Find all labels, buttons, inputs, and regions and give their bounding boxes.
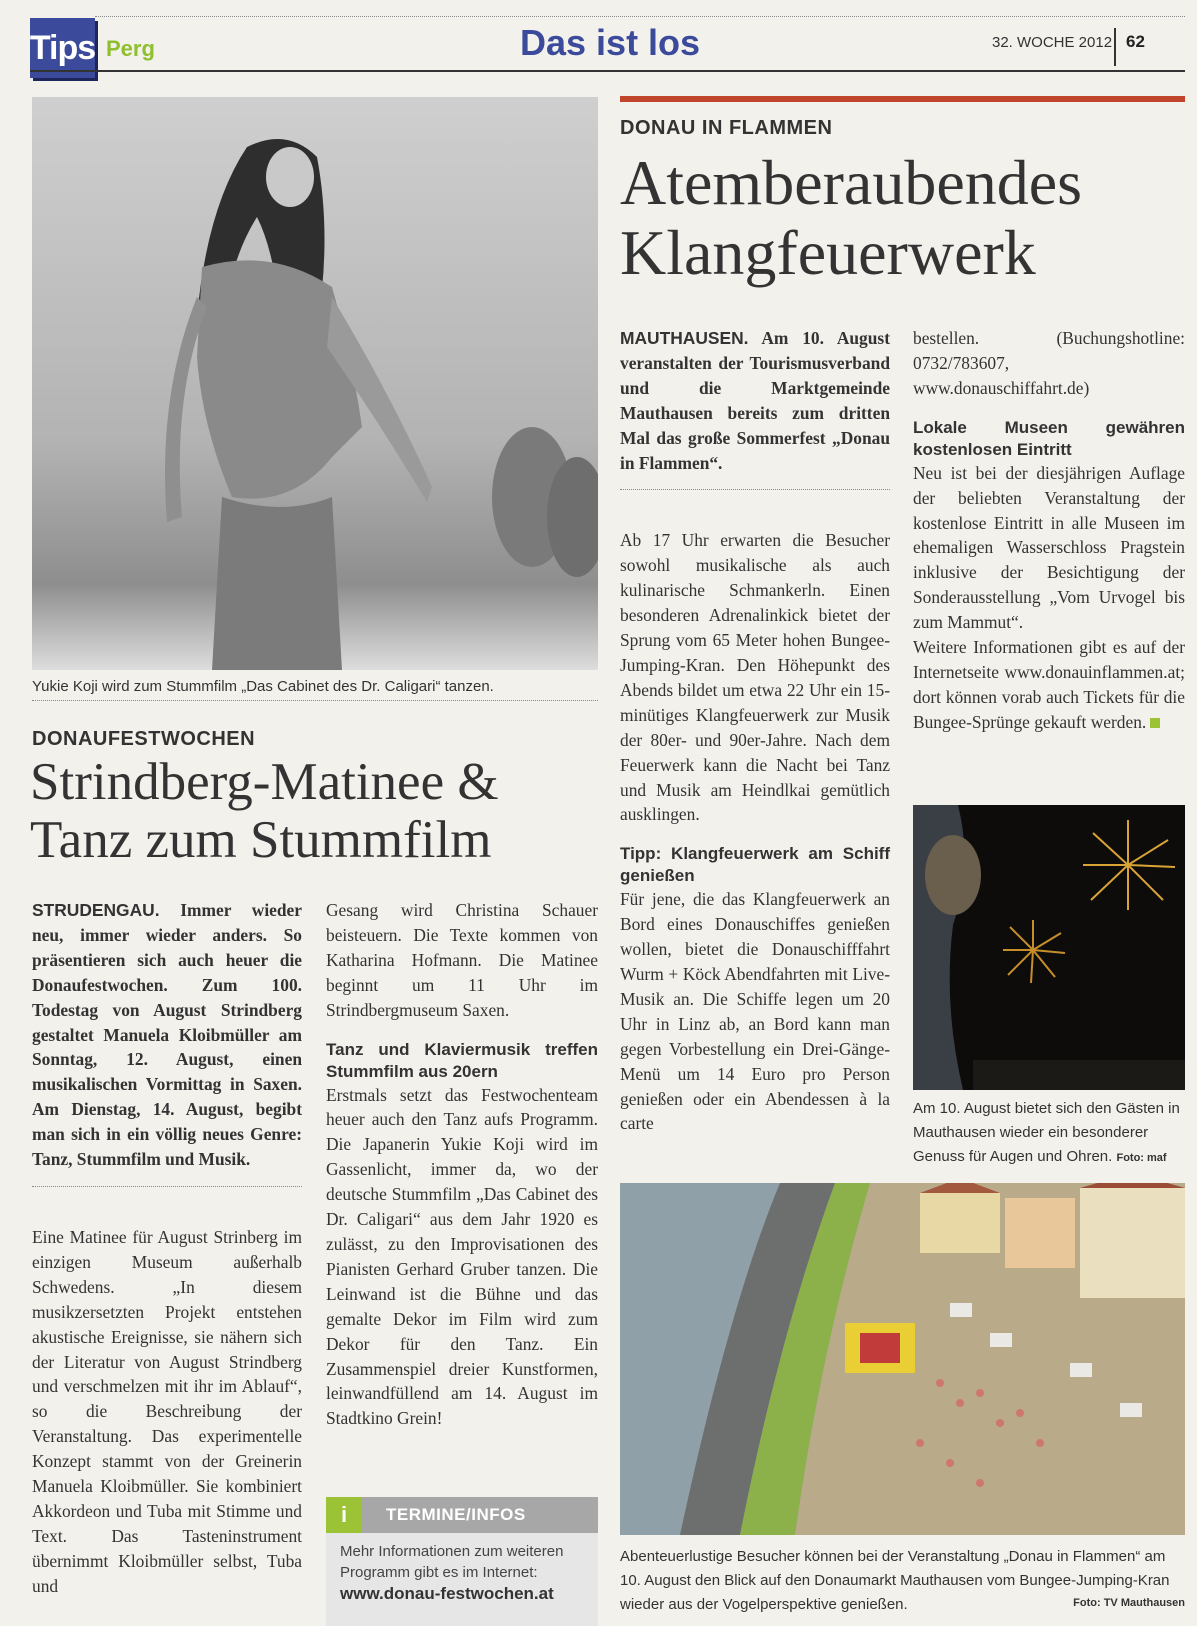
left-lead-text: Immer wieder neu, immer wieder anders. So präsentieren sich auch heuer die Donaufestwochen. Zum 100. Todestag von August Strindberg gestaltet Manuela Kloibmüller am Sonntag, 12. August, einen musikalischen Vormittag in Saxen. Am Dienstag, 14. August, begibt man sich in ein völlig neues Genre: Tanz, Stummfilm und Musik. <box>32 900 302 1170</box>
right-article-column-2 <box>913 326 1185 735</box>
right-article-kicker: DONAU IN FLAMMEN <box>620 117 833 139</box>
left-article-body-3: Erstmals setzt das Festwochenteam heuer auch den Tanz aufs Programm. Die Japanerin Yukie Koji wird im Gassenlicht, immer da, wo der deutsche Stummfilm „Das Cabinet des Dr. Caligari“ aus dem Jahr 1920 es zulässt, zu den Improvisationen des Pianisten Gerhard Gruber tanzen. Die Leinwand ist die Bühne und das gemalte Dekor im Film wird zum Dekor für den Tanz. Ein Zusammenspiel dreier Kunstformen, leinwandfüllend am 14. August im Stadtkino Grein! <box>326 1084 598 1429</box>
info-icon: i <box>326 1497 362 1533</box>
info-box-title: TERMINE/INFOS <box>386 1505 526 1524</box>
info-box-text <box>326 1533 598 1604</box>
page-header <box>0 0 1197 80</box>
aerial-photo-caption <box>620 1545 1185 1617</box>
tips-logo: Tips <box>30 18 95 78</box>
aerial-caption-text: Abenteuerlustige Besucher können bei der Veranstaltung „Donau in Flammen“ am 10. August den Blick auf den Donaumarkt Mauthausen vom Bungee-Jumping-Kran wieder aus der Vogelperspektive genießen. <box>620 1548 1170 1613</box>
right-article-body-2: Für jene, die das Klangfeuerwerk an Bord eines Donauschiffes genießen wollen, bietet die Donauschifffahrt Wurm + Köck Abendfahrten mit Live-Musik an. Die Schiffe legen um 20 Uhr in Linz ab, an Bord kann man gegen Vorbestellung ein Drei-Gänge-Menü um 14 Euro pro Person genießen oder ein Abendessen à la carte <box>620 889 890 1134</box>
right-article-body-3: bestellen. (Buchungshotline: 0732/783607, www.donauschiffahrt.de) <box>913 328 1185 398</box>
dancer-illustration <box>32 97 598 670</box>
right-article-accent-bar <box>620 96 1185 102</box>
region-label: Perg <box>106 36 155 61</box>
right-lead-separator <box>620 489 890 490</box>
header-rule <box>30 70 1185 72</box>
left-article-body-2: Gesang wird Christina Schauer beisteuern. Die Texte kommen von Katharina Hofmann. Die Matinee beginnt um 11 Uhr im Strindbergmuseum Saxen. <box>326 900 598 1020</box>
caption-dotted-rule <box>32 700 598 701</box>
right-article-headline <box>620 148 1082 288</box>
aerial-festival-photo <box>620 1183 1185 1535</box>
right-article-subhead-1: Tipp: Klangfeuerwerk am Schiff genießen <box>620 844 890 886</box>
right-article-body-4: Neu ist bei der diesjährigen Auflage der beliebten Veranstaltung der kostenlose Eintritt in alle Museen im ehemaligen Wasserschloss Pragstein inklusive der Besichtigung der Sonderausstellung „Vom Urvogel bis zum Mammut“. <box>913 462 1185 633</box>
info-box-description: Mehr Informationen zum weiteren Programm gibt es im Internet: <box>340 1543 564 1581</box>
info-box-header <box>326 1497 598 1533</box>
dancer-photo-caption: Yukie Koji wird zum Stummfilm „Das Cabinet des Dr. Caligari“ tanzen. <box>32 678 494 695</box>
termine-info-box <box>326 1497 598 1626</box>
left-article-column-2 <box>326 898 598 1431</box>
right-lead-place: MAUTHAUSEN. <box>620 328 749 348</box>
end-mark-icon <box>1150 718 1160 728</box>
left-headline-line2: Tanz zum Stummfilm <box>30 811 492 869</box>
page-number: 62 <box>1126 32 1145 51</box>
right-article-lead <box>620 326 890 475</box>
left-article-column-1 <box>32 898 302 1599</box>
fireworks-caption-text: Am 10. August bietet sich den Gästen in Mauthausen wieder ein besonderer Genuss für Augen und Ohren. <box>913 1100 1180 1165</box>
aerial-photo-credit: Foto: TV Mauthausen <box>1073 1597 1185 1609</box>
aerial-festival-illustration <box>620 1183 1185 1535</box>
right-article-column-1 <box>620 326 890 1136</box>
right-headline-line2: Klangfeuerwerk <box>620 217 1036 288</box>
section-title: Das ist los <box>520 22 701 63</box>
fireworks-photo-credit: Foto: maf <box>1116 1152 1167 1164</box>
fireworks-photo-caption <box>913 1097 1185 1170</box>
right-lead-text: Am 10. August veranstalten der Tourismusverband und die Marktgemeinde Mauthausen bereits zum dritten Mal das große Sommerfest „Donau in Flammen“. <box>620 328 890 473</box>
fireworks-photo <box>913 805 1185 1090</box>
right-body-5-text: Weitere Informationen gibt es auf der Internetseite www.donauinflammen.at; dort können vorab auch Tickets für die Bungee-Sprünge gekauft werden. <box>913 637 1185 732</box>
left-lead-place: STRUDENGAU. <box>32 900 160 920</box>
header-dotted-rule <box>95 16 1185 17</box>
left-lead-separator <box>32 1186 302 1187</box>
left-article-subhead: Tanz und Klaviermusik treffen Stummfilm aus 20ern <box>326 1039 598 1081</box>
header-separator <box>1114 28 1116 66</box>
left-article-lead <box>32 898 302 1172</box>
week-label: 32. WOCHE 2012 <box>992 34 1113 51</box>
dancer-photo <box>32 97 598 670</box>
left-article-body-1: Eine Matinee für August Strinberg im einzigen Museum außerhalb Schwedens. „In diesem musikzersetzten Projekt entstehen akustische Ereignisse, sie nähern sich der Literatur von August Strindberg und verschmelzen mit ihr im Ablauf“, so die Beschreibung der Veranstaltung. Das experimentelle Konzept stammt von der Greinerin Manuela Kloibmüller. Sie kombiniert Akkordeon und Tuba mit Stimme und Text. Das Tasteninstrument übernimmt Kloibmüller selbst, Tuba und <box>32 1226 302 1596</box>
left-article-kicker: DONAUFESTWOCHEN <box>32 728 256 750</box>
left-headline-line1: Strindberg-Matinee & <box>30 753 499 811</box>
right-article-body-5 <box>913 635 1185 735</box>
right-article-body-1: Ab 17 Uhr erwarten die Besucher sowohl musikalische als auch kulinarische Schmankerln. Einen besonderen Adrenalinkick bietet der Sprung vom 65 Meter hohen Bungee-Jumping-Kran. Den Höhepunkt des Abends bildet um etwa 22 Uhr ein 15-minütiges Klangfeuerwerk zur Musik der 80er- und 90er-Jahre. Nach dem Feuerwerk kann die Nacht bei Tanz und Musik am Heindlkai gemütlich ausklingen. <box>620 530 890 825</box>
fireworks-illustration <box>913 805 1185 1090</box>
left-article-headline <box>30 753 499 869</box>
info-box-url[interactable]: www.donau-festwochen.at <box>340 1584 554 1603</box>
right-headline-line1: Atemberaubendes <box>620 147 1083 218</box>
right-article-subhead-2: Lokale Museen gewähren kostenlosen Eintritt <box>913 417 1185 459</box>
